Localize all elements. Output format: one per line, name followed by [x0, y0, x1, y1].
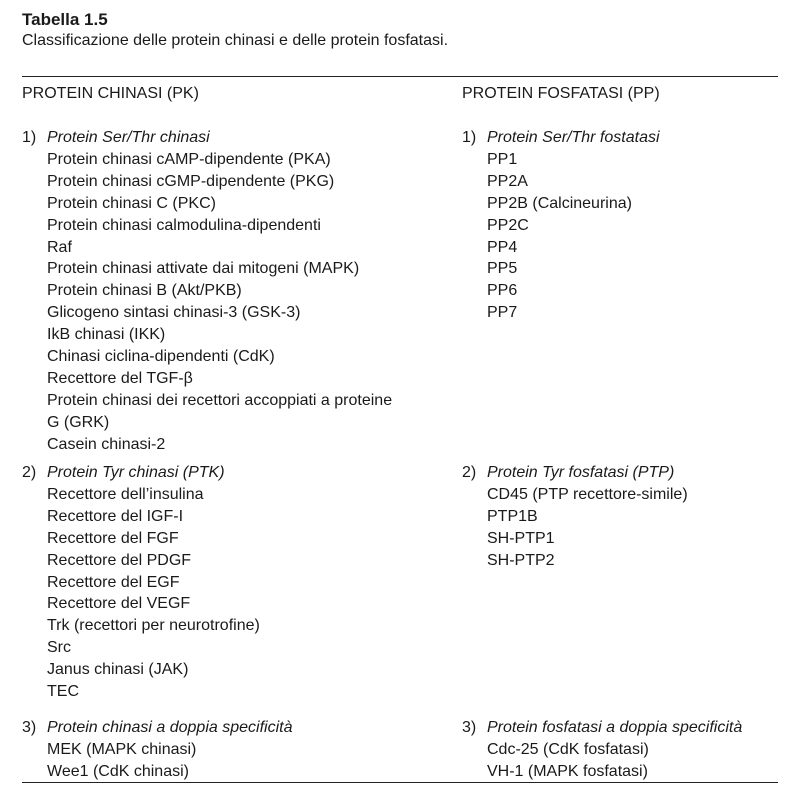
list-item: CD45 (PTP recettore-simile) — [487, 485, 688, 503]
list-item: TEC — [47, 683, 79, 701]
table-title: Tabella 1.5 — [22, 10, 108, 29]
table-caption: Classificazione delle protein chinasi e delle protein fosfatasi. — [22, 32, 449, 49]
section-1 — [462, 127, 778, 324]
section-heading — [462, 717, 778, 739]
list-item: PTP1B — [487, 507, 538, 525]
section-title: Protein Ser/Thr chinasi — [47, 129, 210, 146]
protein-kinase-column — [22, 83, 442, 780]
list-item: PP4 — [487, 238, 518, 256]
list-item: IkB chinasi (IKK) — [47, 326, 166, 344]
list-item: Recettore del EGF — [47, 573, 180, 591]
list-item: Protein chinasi dei recettori accoppiati a proteine — [47, 391, 393, 409]
list-item: SH-PTP1 — [487, 529, 555, 547]
section-heading — [22, 717, 442, 739]
list-item: PP2A — [487, 172, 528, 190]
section-heading — [462, 462, 778, 484]
section-title: Protein fosfatasi a doppia specificità — [487, 719, 743, 736]
section-number: 1) — [22, 129, 37, 146]
list-item: Recettore del FGF — [47, 529, 179, 547]
section-3 — [462, 717, 778, 783]
bottom-rule — [22, 782, 778, 783]
list-item: Protein chinasi cGMP-dipendente (PKG) — [47, 172, 335, 190]
list-item: PP1 — [487, 150, 518, 168]
section-2 — [462, 462, 778, 572]
list-item: SH-PTP2 — [487, 551, 555, 569]
list-item: Janus chinasi (JAK) — [47, 661, 189, 679]
section-number: 1) — [462, 129, 477, 146]
section-number: 2) — [22, 464, 37, 481]
list-item: Recettore del TGF-β — [47, 369, 193, 387]
list-item: Chinasi ciclina-dipendenti (CdK) — [47, 348, 275, 366]
top-rule — [22, 76, 778, 77]
list-item: Recettore del VEGF — [47, 595, 191, 613]
item-list — [22, 484, 442, 703]
section-title: Protein Tyr chinasi (PTK) — [47, 464, 225, 481]
protein-phosphatase-column — [462, 83, 778, 780]
list-item: Protein chinasi calmodulina-dipendenti — [47, 216, 321, 234]
list-item: PP6 — [487, 282, 518, 300]
section-title: Protein Tyr fosfatasi (PTP) — [487, 464, 675, 481]
list-item: Trk (recettori per neurotrofine) — [47, 617, 260, 635]
section-heading — [22, 462, 442, 484]
item-list — [462, 484, 778, 572]
list-item: PP2B (Calcineurina) — [487, 194, 632, 212]
section-heading — [462, 127, 778, 149]
list-item: Casein chinasi-2 — [47, 435, 166, 453]
list-item: Cdc-25 (CdK fosfatasi) — [487, 740, 649, 758]
list-item: PP5 — [487, 260, 518, 278]
list-item: Protein chinasi cAMP-dipendente (PKA) — [47, 150, 331, 168]
section-title: Protein Ser/Thr fostatasi — [487, 129, 660, 146]
section-number: 3) — [22, 719, 37, 736]
table-page — [22, 10, 778, 780]
list-item: Protein chinasi C (PKC) — [47, 194, 216, 212]
section-number: 2) — [462, 464, 477, 481]
section-1 — [22, 127, 442, 456]
list-item: VH-1 (MAPK fosfatasi) — [487, 762, 648, 780]
list-item: Recettore del PDGF — [47, 551, 192, 569]
section-2 — [22, 462, 442, 703]
list-item: Src — [47, 639, 71, 657]
list-item: Protein chinasi attivate dai mitogeni (MAPK) — [47, 260, 360, 278]
item-list — [462, 739, 778, 783]
list-item: Raf — [47, 238, 72, 256]
section-3 — [22, 717, 442, 783]
column-header-kinases: PROTEIN CHINASI (PK) — [22, 85, 199, 102]
list-item: PP2C — [487, 216, 529, 234]
item-list — [22, 739, 442, 783]
list-item: Recettore dell’insulina — [47, 485, 204, 503]
list-item: Protein chinasi B (Akt/PKB) — [47, 282, 242, 300]
section-title: Protein chinasi a doppia specificità — [47, 719, 293, 736]
list-item: PP7 — [487, 304, 518, 322]
section-heading — [22, 127, 442, 149]
list-item: Glicogeno sintasi chinasi-3 (GSK-3) — [47, 304, 301, 322]
column-header-phosphatases: PROTEIN FOSFATASI (PP) — [462, 85, 660, 102]
list-item: MEK (MAPK chinasi) — [47, 740, 197, 758]
section-number: 3) — [462, 719, 477, 736]
item-list — [22, 149, 442, 456]
item-list — [462, 149, 778, 324]
list-item: Recettore del IGF-I — [47, 507, 184, 525]
list-item: Wee1 (CdK chinasi) — [47, 762, 189, 780]
list-item: G (GRK) — [47, 413, 110, 431]
